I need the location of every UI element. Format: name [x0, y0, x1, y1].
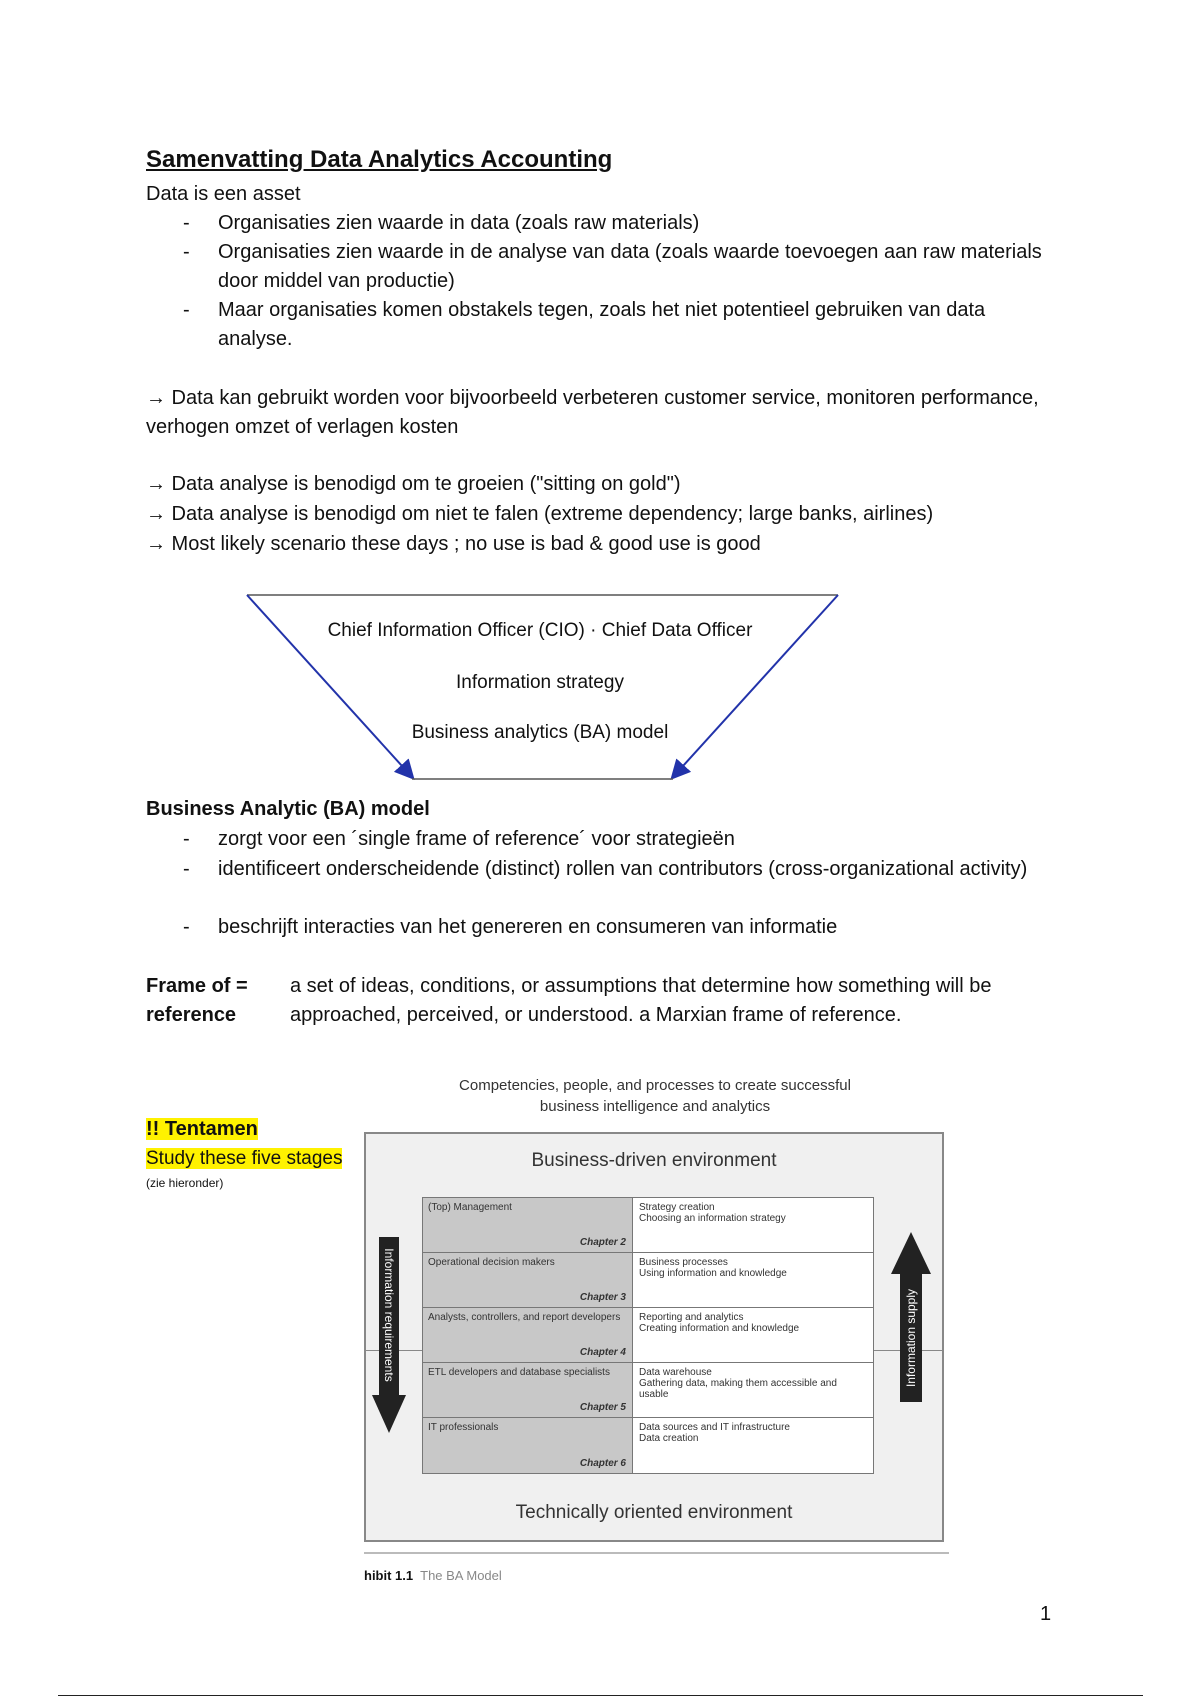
list-item: Organisaties zien waarde in de analyse van data (zoals waarde toevoegen aan raw materials door middel van productie)	[218, 241, 1042, 292]
task-label: Reporting and analytics	[639, 1312, 744, 1323]
definition-text: a set of ideas, conditions, or assumptions that determine how something will be approached, perceived, or understood. a Marxian frame of reference.	[290, 975, 992, 1026]
task-label: Data sources and IT infrastructure	[639, 1422, 790, 1433]
task-label: Business processes	[639, 1257, 728, 1268]
table-row	[423, 1363, 873, 1418]
exhibit-caption	[364, 1568, 502, 1583]
table-row	[423, 1253, 873, 1308]
chapter-label: Chapter 2	[579, 1237, 626, 1248]
definition-term: Frame of = reference	[146, 975, 248, 1026]
task-label: Choosing an information strategy	[639, 1213, 786, 1224]
right-arrow-label: Information supply	[904, 1288, 918, 1388]
role-label: IT professionals	[428, 1422, 499, 1433]
role-label: Analysts, controllers, and report developers	[428, 1312, 621, 1323]
page-bottom-rule	[58, 1695, 1143, 1696]
task-label: Data warehouse	[639, 1367, 712, 1378]
exam-note: Study these five stages	[146, 1148, 343, 1169]
list-item: zorgt voor een ´single frame of reference´ voor strategieën	[218, 828, 735, 850]
page-number: 1	[1040, 1603, 1052, 1625]
arrow-note-2: → Data analyse is benodigd om te groeien ("sitting on gold")	[146, 473, 681, 495]
role-label: Operational decision makers	[428, 1257, 555, 1268]
page-title: Samenvatting Data Analytics Accounting	[146, 146, 613, 173]
top-environment: Business-driven environment	[531, 1150, 777, 1171]
list-item: Maar organisaties komen obstakels tegen, zoals het niet potentieel gebruiken van data analyse.	[218, 299, 986, 350]
ba-heading: Business Analytic (BA) model	[146, 798, 430, 820]
task-label: Strategy creation	[639, 1202, 715, 1213]
table-row	[423, 1308, 873, 1363]
exam-label: !! Tentamen	[146, 1118, 258, 1140]
role-label: (Top) Management	[428, 1202, 512, 1213]
task-label: Gathering data, making them accessible and usable	[639, 1378, 837, 1400]
table-row	[423, 1198, 873, 1253]
arrow-note-3: → Data analyse is benodigd om niet te falen (extreme dependency; large banks, airlines)	[146, 503, 934, 525]
figure-rule	[364, 1552, 949, 1554]
bottom-environment: Technically oriented environment	[515, 1502, 793, 1523]
list-item: identificeert onderscheidende (distinct) rollen van contributors (cross-organizational activity)	[218, 858, 1028, 880]
role-label: ETL developers and database specialists	[428, 1367, 610, 1378]
funnel-line-1: Chief Information Officer (CIO) · Chief Data Officer	[327, 620, 753, 641]
figure-caption-top: Competencies, people, and processes to create successful business intelligence and analytics	[459, 1077, 851, 1115]
task-label: Creating information and knowledge	[639, 1323, 800, 1334]
exam-sub: (zie hieronder)	[146, 1176, 224, 1190]
funnel-line-2: Information strategy	[456, 672, 624, 693]
chapter-label: Chapter 3	[579, 1292, 626, 1303]
exhibit-label: hibit 1.1	[364, 1568, 414, 1583]
left-arrow-label: Information requirements	[382, 1248, 396, 1382]
ba-model-table	[422, 1197, 874, 1474]
table-row	[423, 1418, 873, 1473]
intro-text: Data is een asset	[146, 183, 301, 205]
task-label: Data creation	[639, 1433, 699, 1444]
list-item: Organisaties zien waarde in data (zoals raw materials)	[218, 212, 700, 234]
list-item: beschrijft interacties van het genereren en consumeren van informatie	[218, 916, 838, 938]
funnel-line-3: Business analytics (BA) model	[411, 722, 669, 743]
chapter-label: Chapter 4	[579, 1347, 626, 1358]
task-label: Using information and knowledge	[639, 1268, 787, 1279]
arrow-note-1: → Data kan gebruikt worden voor bijvoorbeeld verbeteren customer service, monitoren performance, verhogen omzet of verlagen kosten	[146, 387, 1039, 438]
chapter-label: Chapter 6	[579, 1458, 626, 1469]
chapter-label: Chapter 5	[579, 1402, 626, 1413]
exhibit-title: The BA Model	[420, 1568, 502, 1583]
arrow-note-4: → Most likely scenario these days ; no use is bad & good use is good	[146, 533, 761, 555]
